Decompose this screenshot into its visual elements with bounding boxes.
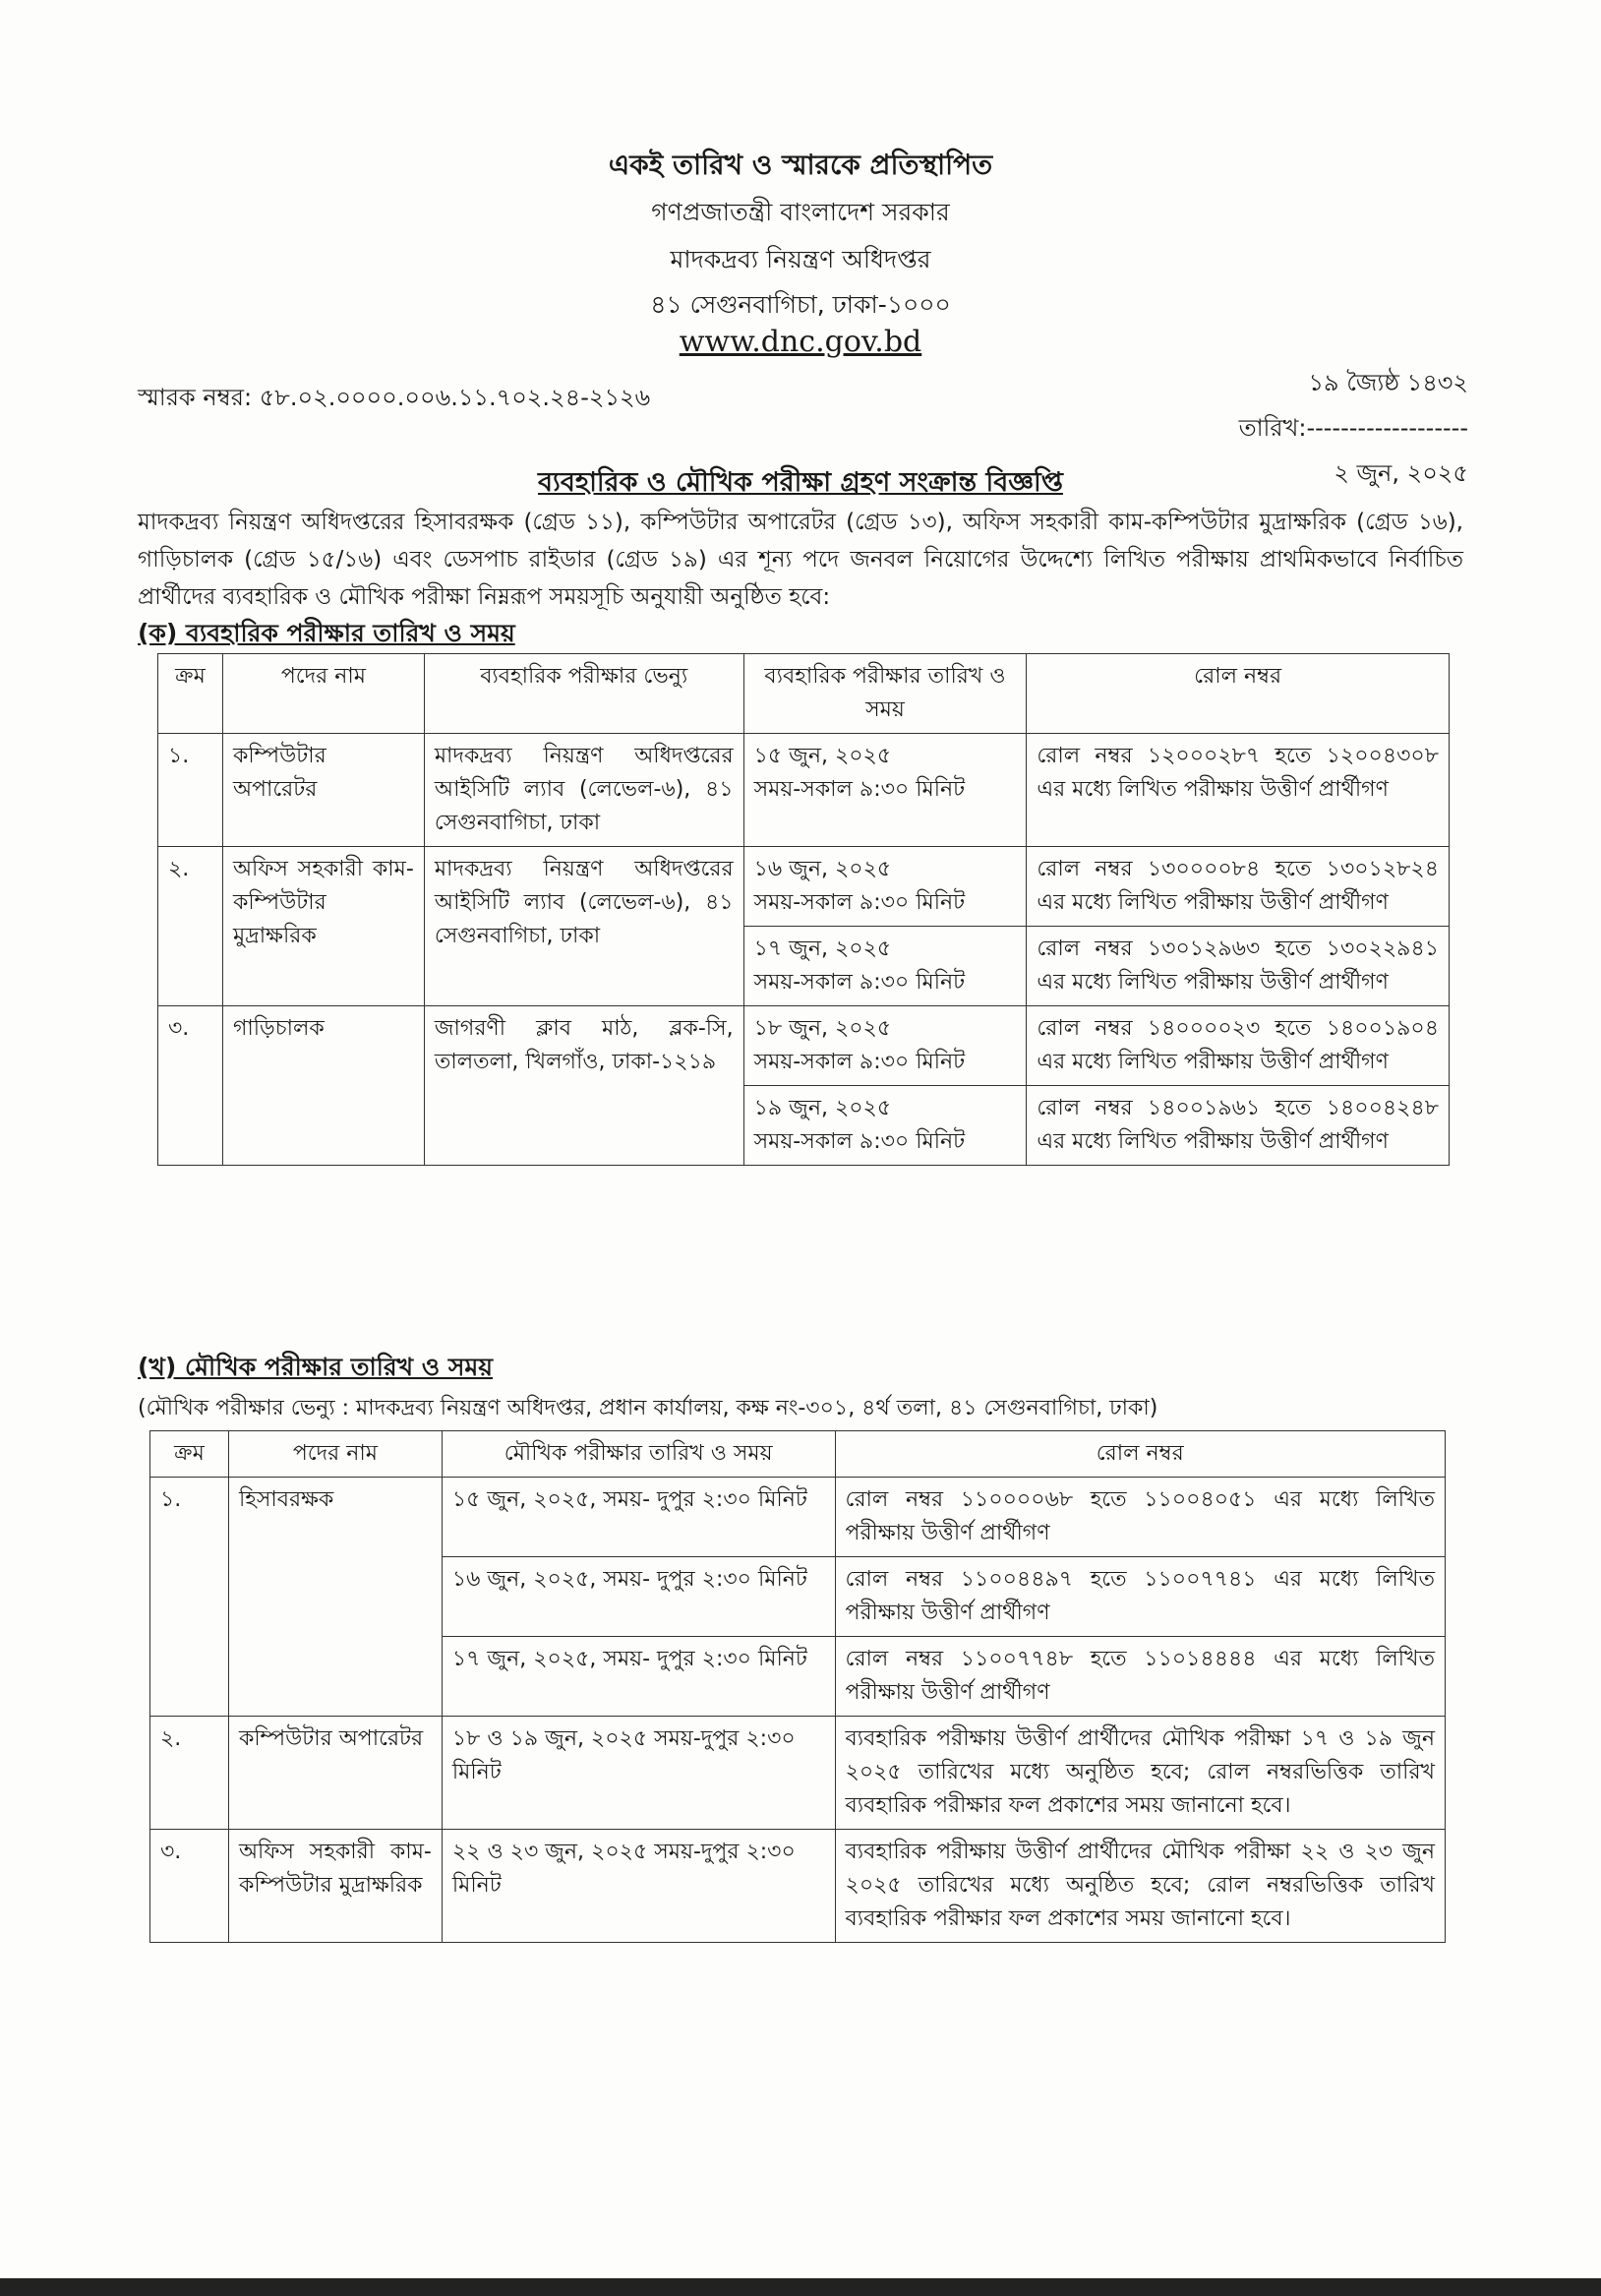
header-datetime: ব্যবহারিক পরীক্ষার তারিখ ও সময় <box>743 654 1027 734</box>
roll-cell: রোল নম্বর ১৪০০১৯৬১ হতে ১৪০০৪২৪৮ এর মধ্যে লিখিত পরীক্ষায় উত্তীর্ণ প্রার্থীগণ <box>1027 1086 1450 1166</box>
header-datetime: মৌখিক পরীক্ষার তারিখ ও সময় <box>442 1431 835 1478</box>
header-post: পদের নাম <box>228 1431 442 1478</box>
government-name: গণপ্রজাতন্ত্রী বাংলাদেশ সরকার <box>651 198 950 226</box>
replacement-note: একই তারিখ ও স্মারকে প্রতিস্থাপিত <box>608 149 993 181</box>
date-english: ২ জুন, ২০২৫ <box>1334 459 1468 487</box>
date-label: তারিখ:------------------- <box>1238 414 1468 442</box>
serial-cell: ২. <box>158 847 223 1006</box>
post-cell: অফিস সহকারী কাম-কম্পিউটার মুদ্রাক্ষরিক <box>228 1830 442 1943</box>
datetime-cell <box>743 847 1027 927</box>
department-name: মাদকদ্রব্য নিয়ন্ত্রণ অধিদপ্তর <box>670 245 931 273</box>
serial-cell: ১. <box>150 1478 229 1717</box>
roll-cell: রোল নম্বর ১১০০৭৭৪৮ হতে ১১০১৪৪৪৪ এর মধ্যে লিখিত পরীক্ষায় উত্তীর্ণ প্রার্থীগণ <box>835 1637 1445 1717</box>
roll-cell: ব্যবহারিক পরীক্ষায় উত্তীর্ণ প্রার্থীদের মৌখিক পরীক্ষা ১৭ ও ১৯ জুন ২০২৫ তারিখের মধ্যে অনুষ্ঠিত হবে; রোল নম্বরভিত্তিক তারিখ ব্যবহারিক পরীক্ষার ফল প্রকাশের সময় জানানো হবে। <box>835 1717 1445 1830</box>
venue-cell: মাদকদ্রব্য নিয়ন্ত্রণ অধিদপ্তরের আইসিটি ল্যাব (লেভেল-৬), ৪১ সেগুনবাগিচা, ঢাকা <box>424 734 743 847</box>
datetime-cell <box>743 1006 1027 1086</box>
practical-exam-table <box>157 653 1450 1166</box>
table-row <box>158 734 1450 847</box>
datetime-cell <box>743 1086 1027 1166</box>
post-cell: গাড়িচালক <box>222 1006 424 1166</box>
roll-cell: ব্যবহারিক পরীক্ষায় উত্তীর্ণ প্রার্থীদের মৌখিক পরীক্ষা ২২ ও ২৩ জুন ২০২৫ তারিখের মধ্যে অনুষ্ঠিত হবে; রোল নম্বরভিত্তিক তারিখ ব্যবহারিক পরীক্ষার ফল প্রকাশের সময় জানানো হবে। <box>835 1830 1445 1943</box>
datetime-cell: ১৫ জুন, ২০২৫, সময়- দুপুর ২:৩০ মিনিট <box>442 1478 835 1557</box>
viva-section-title: (খ) মৌখিক পরীক্ষার তারিখ ও সময় <box>138 1353 494 1381</box>
notice-body: মাদকদ্রব্য নিয়ন্ত্রণ অধিদপ্তরের হিসাবরক্ষক (গ্রেড ১১), কম্পিউটার অপারেটর (গ্রেড ১৩), অফিস সহকারী কাম-কম্পিউটার মুদ্রাক্ষরিক (গ্রেড ১৬), গাড়িচালক (গ্রেড ১৫/১৬) এবং ডেসপাচ রাইডার (গ্রেড ১৯) এর শূন্য পদে জনবল নিয়োগের উদ্দেশ্যে লিখিত পরীক্ষায় প্রাথমিকভাবে নির্বাচিত প্রার্থীদের ব্যবহারিক ও মৌখিক পরীক্ষা নিম্নরূপ সময়সূচি অনুযায়ী অনুষ্ঠিত হবে: <box>138 510 1463 610</box>
practical-section-title: (ক) ব্যবহারিক পরীক্ষার তারিখ ও সময় <box>138 619 515 647</box>
table-row <box>150 1717 1446 1830</box>
header-roll: রোল নম্বর <box>835 1431 1445 1478</box>
serial-cell: ১. <box>158 734 223 847</box>
serial-cell: ৩. <box>158 1006 223 1166</box>
table-header-row <box>158 654 1450 734</box>
venue-cell: জাগরণী ক্লাব মাঠ, ব্লক-সি, তালতলা, খিলগাঁও, ঢাকা-১২১৯ <box>424 1006 743 1166</box>
header-venue: ব্যবহারিক পরীক্ষার ভেন্যু <box>424 654 743 734</box>
table-row <box>150 1478 1446 1557</box>
datetime-cell: ১৬ জুন, ২০২৫, সময়- দুপুর ২:৩০ মিনিট <box>442 1557 835 1637</box>
table-row <box>150 1830 1446 1943</box>
serial-cell: ৩. <box>150 1830 229 1943</box>
table-row <box>158 847 1450 927</box>
time-text: সময়-সকাল ৯:৩০ মিনিট <box>753 970 966 995</box>
post-cell: অফিস সহকারী কাম-কম্পিউটার মুদ্রাক্ষরিক <box>222 847 424 1006</box>
post-cell: কম্পিউটার অপারেটর <box>228 1717 442 1830</box>
time-text: সময়-সকাল ৯:৩০ মিনিট <box>753 1129 966 1154</box>
table-row <box>158 1006 1450 1086</box>
datetime-cell <box>743 927 1027 1006</box>
time-text: সময়-সকাল ৯:৩০ মিনিট <box>753 890 966 915</box>
department-address: ৪১ সেগুনবাগিচা, ঢাকা-১০০০ <box>650 290 951 319</box>
header-post: পদের নাম <box>222 654 424 734</box>
notice-subject: ব্যবহারিক ও মৌখিক পরীক্ষা গ্রহণ সংক্রান্ত বিজ্ঞপ্তি <box>538 467 1063 498</box>
datetime-cell: ১৭ জুন, ২০২৫, সময়- দুপুর ২:৩০ মিনিট <box>442 1637 835 1717</box>
roll-cell: রোল নম্বর ১৩০০০০৮৪ হতে ১৩০১২৮২৪ এর মধ্যে লিখিত পরীক্ষায় উত্তীর্ণ প্রার্থীগণ <box>1027 847 1450 927</box>
date-text: ১৯ জুন, ২০২৫ <box>753 1096 892 1120</box>
memo-number: স্মারক নম্বর: ৫৮.০২.০০০০.০০৬.১১.৭০২.২৪-২১২৬ <box>138 384 651 411</box>
scan-edge-shadow <box>0 2278 1601 2296</box>
time-text: সময়-সকাল ৯:৩০ মিনিট <box>753 777 966 802</box>
date-text: ১৫ জুন, ২০২৫ <box>753 744 892 768</box>
date-text: ১৭ জুন, ২০২৫ <box>753 937 892 961</box>
website-link[interactable]: www.dnc.gov.bd <box>679 325 922 359</box>
datetime-cell <box>743 734 1027 847</box>
post-cell: কম্পিউটার অপারেটর <box>222 734 424 847</box>
roll-cell: রোল নম্বর ১১০০০০৬৮ হতে ১১০০৪০৫১ এর মধ্যে লিখিত পরীক্ষায় উত্তীর্ণ প্রার্থীগণ <box>835 1478 1445 1557</box>
header-roll: রোল নম্বর <box>1027 654 1450 734</box>
post-cell: হিসাবরক্ষক <box>228 1478 442 1717</box>
roll-cell: রোল নম্বর ১২০০০২৮৭ হতে ১২০০৪৩০৮ এর মধ্যে লিখিত পরীক্ষায় উত্তীর্ণ প্রার্থীগণ <box>1027 734 1450 847</box>
date-text: ১৬ জুন, ২০২৫ <box>753 857 892 881</box>
roll-cell: রোল নম্বর ১৪০০০০২৩ হতে ১৪০০১৯০৪ এর মধ্যে লিখিত পরীক্ষায় উত্তীর্ণ প্রার্থীগণ <box>1027 1006 1450 1086</box>
header-serial: ক্রম <box>150 1431 229 1478</box>
time-text: সময়-সকাল ৯:৩০ মিনিট <box>753 1050 966 1074</box>
roll-cell: রোল নম্বর ১৩০১২৯৬৩ হতে ১৩০২২৯৪১ এর মধ্যে লিখিত পরীক্ষায় উত্তীর্ণ প্রার্থীগণ <box>1027 927 1450 1006</box>
datetime-cell: ১৮ ও ১৯ জুন, ২০২৫ সময়-দুপুর ২:৩০ মিনিট <box>442 1717 835 1830</box>
serial-cell: ২. <box>150 1717 229 1830</box>
date-text: ১৮ জুন, ২০২৫ <box>753 1016 892 1041</box>
viva-exam-table <box>149 1430 1446 1943</box>
header-serial: ক্রম <box>158 654 223 734</box>
venue-cell: মাদকদ্রব্য নিয়ন্ত্রণ অধিদপ্তরের আইসিটি ল্যাব (লেভেল-৬), ৪১ সেগুনবাগিচা, ঢাকা <box>424 847 743 1006</box>
datetime-cell: ২২ ও ২৩ জুন, ২০২৫ সময়-দুপুর ২:৩০ মিনিট <box>442 1830 835 1943</box>
roll-cell: রোল নম্বর ১১০০৪৪৯৭ হতে ১১০০৭৭৪১ এর মধ্যে লিখিত পরীক্ষায় উত্তীর্ণ প্রার্থীগণ <box>835 1557 1445 1637</box>
table-header-row <box>150 1431 1446 1478</box>
viva-venue-note: (মৌখিক পরীক্ষার ভেন্যু : মাদকদ্রব্য নিয়ন্ত্রণ অধিদপ্তর, প্রধান কার্যালয়, কক্ষ নং-৩০১, ৪র্থ তলা, ৪১ সেগুনবাগিচা, ঢাকা) <box>138 1396 1158 1420</box>
date-bangla: ১৯ জ্যৈষ্ঠ ১৪৩২ <box>1308 369 1468 396</box>
